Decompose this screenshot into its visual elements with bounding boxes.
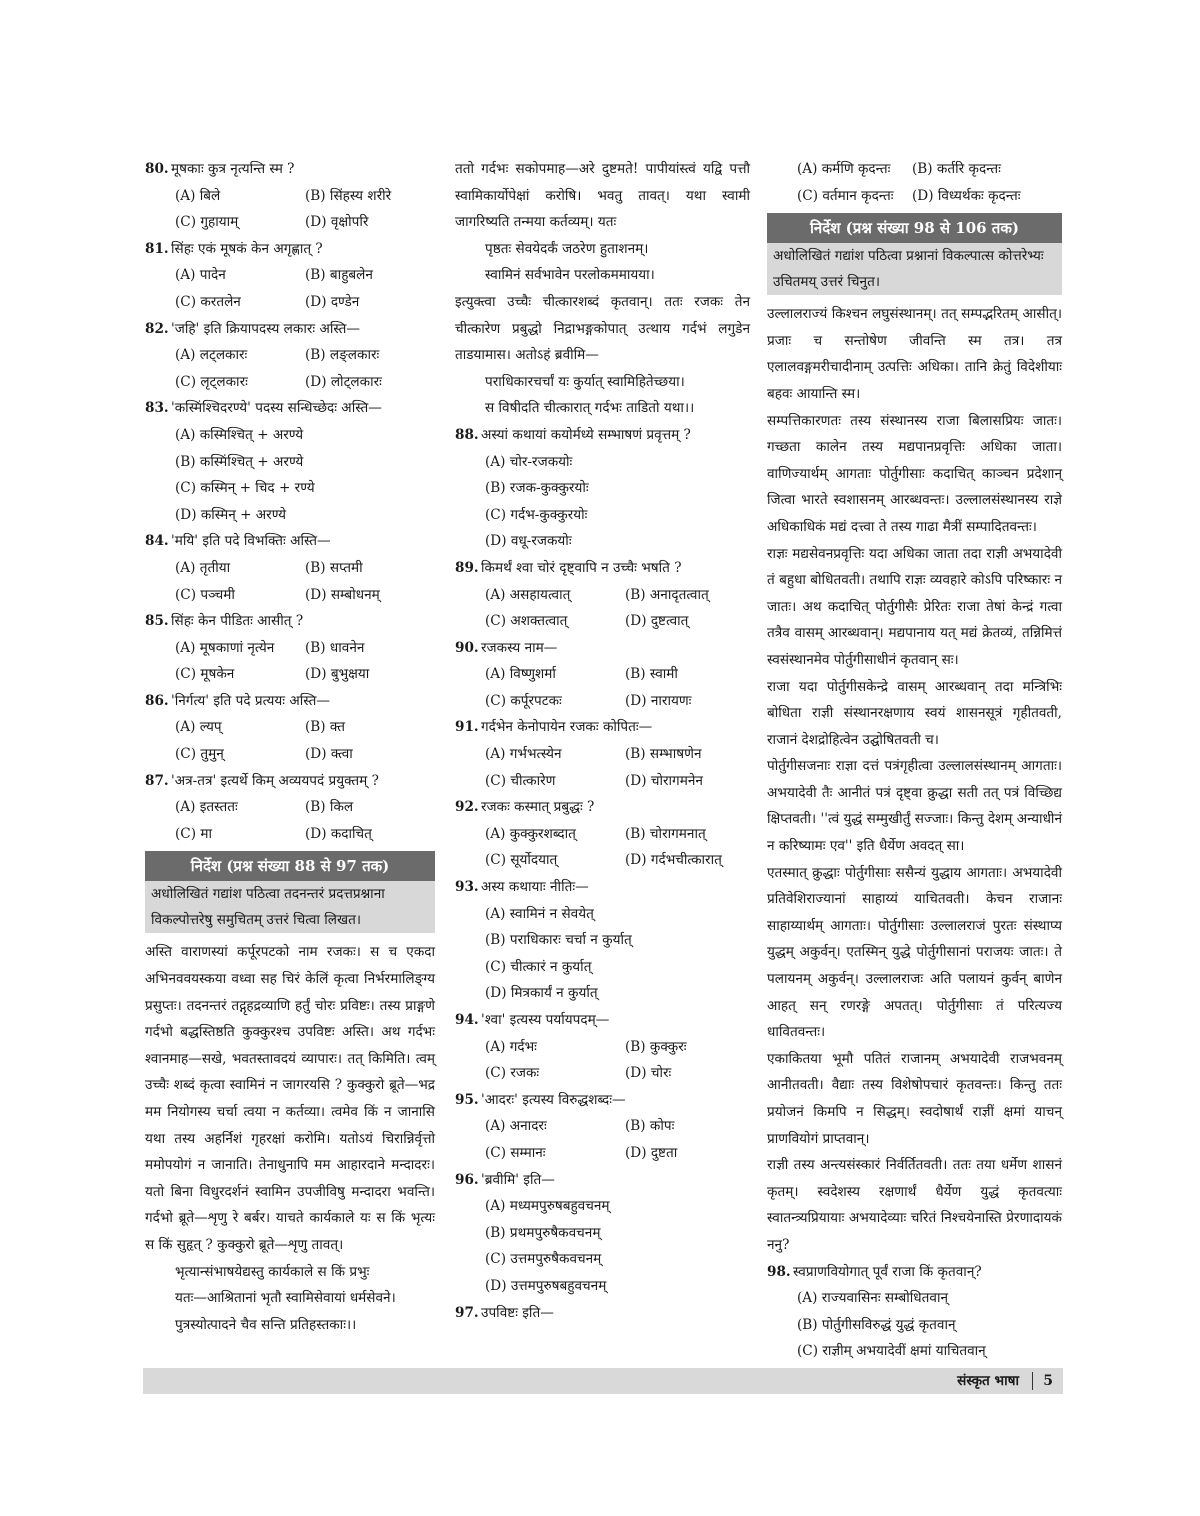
- passage-paragraph: एतस्मात् क्रुद्धाः पोर्तुगीसाः ससैन्यं युद्धाय आगताः। अभयादेवी प्रतिवेशिराज्यानां साहाय्यं याचितवती। केचन राजानः साहाय्यार्थम् आगताः। पोर्तुगीसाः उल्लालराजं पुरतः संस्थाप्य युद्धम् अकुर्वन्। एतस्मिन् युद्धे पोर्तुगीसानां पराजयः जातः। ते पलायनम् अकुर्वन्। उल्लालराजः अति पलायनं कुर्वन् बाणेन आहत् सन् रणरङ्गे अपतत्। पोर्तुगीसाः तं परित्यज्य धावितवन्तः।: [767, 864, 1062, 1041]
- question-text: 'जहि' इति क्रियापदस्य लकारः अस्ति—: [171, 320, 361, 337]
- option-b: (B) चोरागमनात्: [625, 825, 706, 842]
- option-a: (A) असहायत्वात्: [485, 586, 571, 603]
- option-b: (B) धावनेन: [305, 639, 365, 656]
- option-c: (C) राज्ञीम् अभयादेवीं क्षमां याचितवान्: [797, 1343, 986, 1360]
- option-c: (C) वर्तमान कृदन्तः: [797, 187, 894, 204]
- option-b: (B) सिंहस्य शरीरे: [305, 187, 392, 204]
- option-d: (D) चोरागमनेन: [625, 772, 703, 789]
- question-98: [767, 1259, 1062, 1286]
- options-80: [175, 183, 435, 236]
- option-c: (C) करतलेन: [175, 293, 241, 310]
- option-a: (A) कुक्कुरशब्दात्: [485, 825, 576, 842]
- middle-column: [455, 156, 750, 1326]
- question-95: [455, 1087, 750, 1114]
- question-text: सिंहः एकं मूषकं केन अगृह्णात् ?: [171, 240, 323, 257]
- page-footer: [143, 1368, 1063, 1394]
- question-number: 86.: [145, 692, 169, 709]
- options-86: [175, 714, 435, 767]
- option-c: (C) कस्मिन् + चिद + रण्ये: [175, 480, 315, 497]
- option-c: (C) रजकः: [485, 1065, 540, 1082]
- question-text: स्वप्राणवियोगात् पूर्वं राजा किं कृतवान्?: [793, 1263, 982, 1280]
- option-c: (C) लृट्लकारः: [175, 373, 248, 390]
- option-a: (A) स्वामिनं न सेवयेत्: [485, 905, 594, 922]
- subject-label: संस्कृत भाषा: [957, 1373, 1019, 1389]
- option-c: (C) मा: [175, 825, 212, 842]
- option-b: (B) स्वामी: [625, 666, 678, 683]
- verse-line: पृष्ठतः सेवयेदर्कं जठरेण हुताशनम्।: [485, 240, 649, 257]
- question-number: 94.: [455, 1012, 479, 1028]
- question-88: [455, 422, 750, 449]
- question-number: 80.: [145, 161, 169, 177]
- options-82: [175, 342, 435, 395]
- option-d: (D) दुष्टता: [625, 1144, 678, 1161]
- options-87: [175, 794, 435, 847]
- question-number: 81.: [145, 240, 169, 257]
- option-d: (D) गर्दभचीत्कारात्: [625, 852, 722, 869]
- option-c: (C) गर्दभ-कुक्कुरयोः: [485, 506, 588, 523]
- option-a: (A) राज्यवासिनः सम्बोधितवान्: [797, 1290, 949, 1307]
- section-heading: निर्देश (प्रश्न संख्या 98 से 106 तक): [767, 213, 1062, 243]
- verse-line: स्वामिनं सर्वभावेन परलोकममायया।: [485, 267, 655, 284]
- option-b: (B) पोर्तुगीसविरुद्धं युद्धं कृतवान्: [797, 1316, 956, 1333]
- question-text: अस्यां कथायां कयोर्मध्ये सम्भाषणं प्रवृत्तम् ?: [481, 426, 691, 443]
- option-c: (C) मूषकेन: [175, 666, 235, 683]
- option-d: (D) वृक्षोपरि: [305, 214, 369, 231]
- option-c: (C) तुमुन्: [175, 746, 224, 763]
- question-text: 'आदरः' इत्यस्य विरुद्धशब्दः—: [481, 1091, 626, 1108]
- option-a: (A) तृतीया: [175, 559, 231, 576]
- question-92: [455, 794, 750, 821]
- section-instruction: अधोलिखितं गद्यांश पठित्वा तदनन्तरं प्रदत्तप्रश्नाना विकल्पोत्तरेषु समुचितम् उत्तरं चित्वा लिखत।: [145, 881, 435, 933]
- question-number: 84.: [145, 533, 169, 550]
- question-text: 'कस्मिंश्चिदरण्ये' पदस्य सन्धिच्छेदः अस्ति—: [171, 400, 382, 417]
- option-b: (B) क्त: [305, 719, 345, 736]
- question-number: 83.: [145, 400, 169, 417]
- option-d: (D) लोट्लकारः: [305, 373, 382, 390]
- question-number: 93.: [455, 879, 479, 896]
- option-b: (B) बाहुबलेन: [305, 267, 373, 284]
- option-a: (A) गर्दभः: [485, 1038, 537, 1055]
- option-b: (B) पराधिकारः चर्चा न कुर्यात्: [485, 932, 632, 949]
- section-instruction: अधोलिखितं गद्यांश पठित्वा प्रश्नानां विकल्पात्स कोत्तरेभ्यः उचितमय् उत्तरं चिनुत।: [767, 243, 1062, 295]
- option-c: (C) सम्मानः: [485, 1144, 546, 1161]
- option-a: (A) विष्णुशर्मा: [485, 666, 556, 683]
- option-d: (D) दण्डेन: [305, 293, 360, 310]
- option-c: (C) सूर्योदयात्: [485, 852, 558, 869]
- option-a: (A) इतस्ततः: [175, 799, 238, 816]
- option-d: (D) उत्तमपुरुषबहुवचनम्: [485, 1277, 607, 1294]
- option-d: (D) चोरः: [625, 1065, 672, 1082]
- option-a: (A) लट्लकारः: [175, 347, 248, 364]
- question-number: 87.: [145, 772, 169, 789]
- options-84: [175, 555, 435, 608]
- question-number: 82.: [145, 320, 169, 337]
- option-a: (A) अनादरः: [485, 1118, 547, 1135]
- question-83: [145, 395, 435, 422]
- passage-paragraph: पोर्तुगीसजनाः राज्ञा दत्तं पत्रंगृहीत्वा उल्लालसंस्थानम् आगताः। अभयादेवी तैः आनीतं पत्रं दृष्ट्वा क्रुद्धा सती तत् पत्रं विच्छिद्य क्षिप्तवती। ''त्वं युद्धं सम्मुखीर्तुं सज्जाः। किन्तु देशम् अन्याधीनं न करिष्यामः एव'' इति धैर्येण अवदत् सा।: [767, 758, 1062, 855]
- question-text: किमर्थं श्वा चोरं दृष्ट्वापि न उच्चैः भषति ?: [481, 559, 682, 576]
- verse-line: स विषीदति चीत्कारात् गर्दभः ताडितो यथा।।: [485, 400, 695, 417]
- passage-paragraph: राज्ञः मद्यसेवनप्रवृत्तिः यदा अधिका जाता तदा राज्ञी अभयादेवी तं बहुधा बोधितवती। तथापि राज्ञः व्यवहारे कोऽपि परिष्कारः न जातः। अथ कदाचित् पोर्तुगीसैः प्रेरितः राजा तेषां केन्द्रं गत्वा तत्रैव वासम् आरब्धवान्। मद्यपानाय यत् मद्यं क्रेतव्यं, तन्निमित्तं स्वसंस्थानमेव पोर्तुगीसाधीनं कृतवान् सः।: [767, 545, 1062, 668]
- option-d: (D) बुभुक्षया: [305, 666, 370, 683]
- question-93: [455, 874, 750, 901]
- passage-paragraph: राज्ञी तस्य अन्त्यसंस्कारं निर्वर्तितवती। ततः तया धर्मेण शासनं कृतम्। स्वदेशस्य रक्षणार्थं धैर्येण युद्धं कृतवत्याः स्वातन्त्र्यप्रियायाः अभयादेव्याः चरितं निश्चयेनास्ति प्रेरणादायकं ननु?: [767, 1157, 1062, 1253]
- option-c: (C) कर्पूरपटकः: [485, 692, 562, 709]
- options-89: [485, 582, 750, 635]
- option-a: (A) बिले: [175, 187, 221, 204]
- options-90: [485, 661, 750, 714]
- section-heading: निर्देश (प्रश्न संख्या 88 से 97 तक): [145, 851, 435, 881]
- options-97: [797, 156, 1062, 209]
- option-b: (B) कर्तरि कृदन्तः: [912, 161, 1001, 177]
- question-text: उपविष्टः इति—: [481, 1304, 554, 1321]
- passage-paragraph: सम्पत्तिकारणतः तस्य संस्थानस्य राजा बिलासप्रियः जातः। गच्छता कालेन तस्य मद्यपानप्रवृत्तिः अधिका जाता। वाणिज्यार्थम् आगताः पोर्तुगीसाः कदाचित् काञ्चन प्रदेशान् जित्वा भारते स्वशासनम् आरब्धवन्तः। उल्लालसंस्थानस्य राज्ञे अधिकाधिकं मद्यं दत्त्वा ते तस्य गाढा मैत्रीं सम्पादितवन्तः।: [767, 412, 1062, 535]
- question-84: [145, 528, 435, 555]
- option-a: (A) गर्भभत्स्येन: [485, 746, 562, 763]
- question-90: [455, 635, 750, 662]
- option-a: (A) चोर-रजकयोः: [485, 453, 573, 470]
- option-a: (A) पादेन: [175, 267, 226, 284]
- option-a: (A) मूषकाणां नृत्येन: [175, 639, 275, 656]
- option-c: (C) चीत्कारं न कुर्यात्: [485, 958, 592, 975]
- left-column: [145, 156, 435, 1338]
- question-87: [145, 768, 435, 795]
- option-b: (B) रजक-कुक्कुरयोः: [485, 480, 589, 497]
- option-c: (C) उत्तमपुरुषैकवचनम्: [485, 1251, 602, 1268]
- option-d: (D) नारायणः: [625, 692, 692, 709]
- option-b: (B) कोपः: [625, 1118, 675, 1135]
- right-column: [767, 156, 1062, 1392]
- question-text: 'ब्रवीमि' इति—: [481, 1171, 555, 1188]
- verse-line: भृत्यान्संभाषयेद्यस्तु कार्यकाले स किं प्रभुः: [175, 1263, 370, 1280]
- options-92: [485, 821, 750, 874]
- question-text: अस्य कथायाः नीतिः—: [481, 879, 589, 896]
- question-85: [145, 608, 435, 635]
- option-a: (A) कर्मणि कृदन्तः: [797, 161, 891, 177]
- options-91: [485, 741, 750, 794]
- question-text: रजकः कस्मात् प्रबुद्धः ?: [481, 799, 595, 816]
- option-c: (C) चीत्कारेण: [485, 772, 556, 789]
- page-number: 5: [1043, 1373, 1053, 1389]
- option-b: (B) प्रथमपुरुषैकवचनम्: [485, 1224, 601, 1241]
- question-number: 89.: [455, 559, 479, 576]
- question-89: [455, 555, 750, 582]
- option-c: (C) गुहायाम्: [175, 214, 239, 231]
- option-b: (B) किल: [305, 799, 354, 816]
- option-d: (D) विध्यर्थकः कृदन्तः: [912, 187, 1021, 204]
- options-81: [175, 262, 435, 315]
- question-text: 'मयि' इति पदे विभक्तिः अस्ति—: [171, 533, 331, 550]
- option-d: (D) मित्रकार्यं न कुर्यात्: [485, 985, 598, 1002]
- passage-paragraph: एकाकितया भूमौ पतितं राजानम् अभयादेवी राजभवनम् आनीतवती। वैद्याः तस्य विशेषोपचारं कृतवन्तः। किन्तु ततः प्रयोजनं किमपि न सिद्धम्। स्वदोषार्थं राज्ञीं क्षमां याचन् प्राणवियोगं प्राप्तवान्।: [767, 1050, 1062, 1147]
- question-number: 96.: [455, 1171, 479, 1188]
- option-d: (D) कस्मिन् + अरण्ये: [175, 506, 287, 523]
- question-number: 95.: [455, 1091, 479, 1108]
- option-b: (B) कुक्कुरः: [625, 1038, 687, 1055]
- question-82: [145, 316, 435, 343]
- passage-paragraph: राजा यदा पोर्तुगीसकेन्द्रे वासम् आरब्धवान् तदा मन्त्रिभिः बोधिता राज्ञी संस्थानरक्षणाय स्वयं शासनसूत्रं गृहीतवती, राजानं देशद्रोहित्वेन उद्घोषितवती च।: [767, 678, 1062, 748]
- question-text: मूषकाः कुत्र नृत्यन्ति स्म ?: [171, 161, 295, 177]
- option-d: (D) क्त्वा: [305, 746, 353, 763]
- footer-divider: [1032, 1372, 1033, 1390]
- verse-line: यतः—आश्रितानां भृतौ स्वामिसेवायां धर्मसेवने।: [175, 1290, 396, 1307]
- verse-line: पराधिकारचर्चां यः कुर्यात् स्वामिहितेच्छया।: [485, 373, 685, 390]
- question-number: 92.: [455, 799, 479, 816]
- option-b: (B) सप्तमी: [305, 559, 363, 576]
- option-a: (A) मध्यमपुरुषबहुवचनम्: [485, 1198, 610, 1215]
- question-text: रजकस्य नाम—: [481, 639, 558, 656]
- question-text: 'श्वा' इत्यस्य पर्यायपदम्—: [481, 1012, 610, 1028]
- question-91: [455, 714, 750, 741]
- question-81: [145, 236, 435, 263]
- option-a: (A) ल्यप्: [175, 719, 222, 736]
- question-number: 91.: [455, 719, 479, 736]
- question-number: 88.: [455, 426, 479, 443]
- option-a: (A) कस्मिश्चित् + अरण्ये: [175, 426, 304, 443]
- question-text: सिंहः केन पीडितः आसीत् ?: [171, 613, 304, 630]
- option-d: (D) सम्बोधनम्: [305, 586, 380, 603]
- options-95: [485, 1113, 750, 1166]
- options-85: [175, 635, 435, 688]
- passage-text: अस्ति वाराणस्यां कर्पूरपटको नाम रजकः। स च एकदा अभिनववयस्कया वध्वा सह चिरं केलिं कृत्वा निर्भरमालिङ्ग्य प्रसुप्तः। तदनन्तरं तद्गृहद्रव्याणि हर्तुं चोरः प्रविष्टः। तस्य प्राङ्गणे गर्दभो बद्धस्तिष्ठति कुक्कुरश्च उपविष्टः अस्ति। अथ गर्दभः श्वानमाह—सखे, भवतस्तावदयं व्यापारः। तत् किमिति। त्वम् उच्चैः शब्दं कृत्वा स्वामिनं न जागरयसि ? कुक्कुरो ब्रूते—भद्र मम नियोगस्य चर्चा त्वया न कर्तव्या। त्वमेव किं न जानासि यथा तस्य अहर्निशं गृहरक्षां करोमि। यतोऽयं चिरान्निर्वृत्तो ममोपयोगं न जानाति। तेनाधुनापि मम आहारदाने मन्दादरः। यतो बिना विधुरदर्शनं स्वामिन उपजीविषु मन्दादरा भवन्ति। गर्दभो ब्रूते—शृणु रे बर्बर। याचते कार्यकाले यः स किं भृत्यः स किं सुहृत् ? कुक्कुरो ब्रूते—शृणु तावत्।: [145, 944, 435, 1253]
- option-b: (B) कस्मिंश्चित् + अरण्ये: [175, 453, 304, 470]
- question-80: [145, 156, 435, 183]
- question-number: 98.: [767, 1263, 791, 1280]
- option-d: (D) दुष्टत्वात्: [625, 613, 689, 630]
- options-94: [485, 1034, 750, 1087]
- verse-line: पुत्रस्योत्पादने चैव सन्ति प्रतिहस्तकाः।।: [175, 1316, 357, 1333]
- question-text: 'निर्गत्य' इति पदे प्रत्ययः अस्ति—: [171, 692, 330, 709]
- option-b: (B) अनादृतत्वात्: [625, 586, 709, 603]
- option-d: (D) कदाचित्: [305, 825, 372, 842]
- option-b: (B) लङ्लकारः: [305, 347, 380, 364]
- passage-text: इत्युक्त्वा उच्चैः चीत्कारशब्दं कृतवान्। ततः रजकः तेन चीत्कारेण प्रबुद्धो निद्राभङ्गकोपात् उत्थाय गर्दभं लगुडेन ताडयामास। अतोऽहं ब्रवीमि—: [455, 293, 750, 364]
- question-94: [455, 1007, 750, 1034]
- question-97: [455, 1300, 750, 1327]
- question-text: 'अत्र-तत्र' इत्यर्थे किम् अव्ययपदं प्रयुक्तम् ?: [171, 772, 379, 789]
- question-number: 90.: [455, 639, 479, 656]
- option-c: (C) पञ्चमी: [175, 586, 235, 603]
- question-number: 97.: [455, 1304, 479, 1321]
- passage-paragraph: उल्लालराज्यं किश्चन लघुसंस्थानम्। तत् सम्पद्भरितम् आसीत्। प्रजाः च सन्तोषेण जीवन्ति स्म तत्र। तत्र एलालवङ्गमरीचादीनाम् उत्पत्तिः अधिका। तानि क्रेतुं विदेशीयाः बहवः आयान्ति स्म।: [767, 306, 1062, 402]
- question-text: गर्दभेन केनोपायेन रजकः कोपितः—: [481, 719, 653, 736]
- option-b: (B) सम्भाषणेन: [625, 746, 702, 763]
- question-96: [455, 1167, 750, 1194]
- option-d: (D) वधू-रजकयोः: [485, 533, 572, 550]
- passage-text: ततो गर्दभः सकोपमाह—अरे दुष्टमते! पापीयांस्त्वं यद्वि पत्तौ स्वामिकार्योपेक्षां करोषि। भवतु तावत्। यथा स्वामी जागरिष्यति तन्मया कर्तव्यम्। यतः: [455, 161, 750, 231]
- question-number: 85.: [145, 613, 169, 630]
- question-86: [145, 688, 435, 715]
- option-c: (C) अशक्तत्वात्: [485, 613, 568, 630]
